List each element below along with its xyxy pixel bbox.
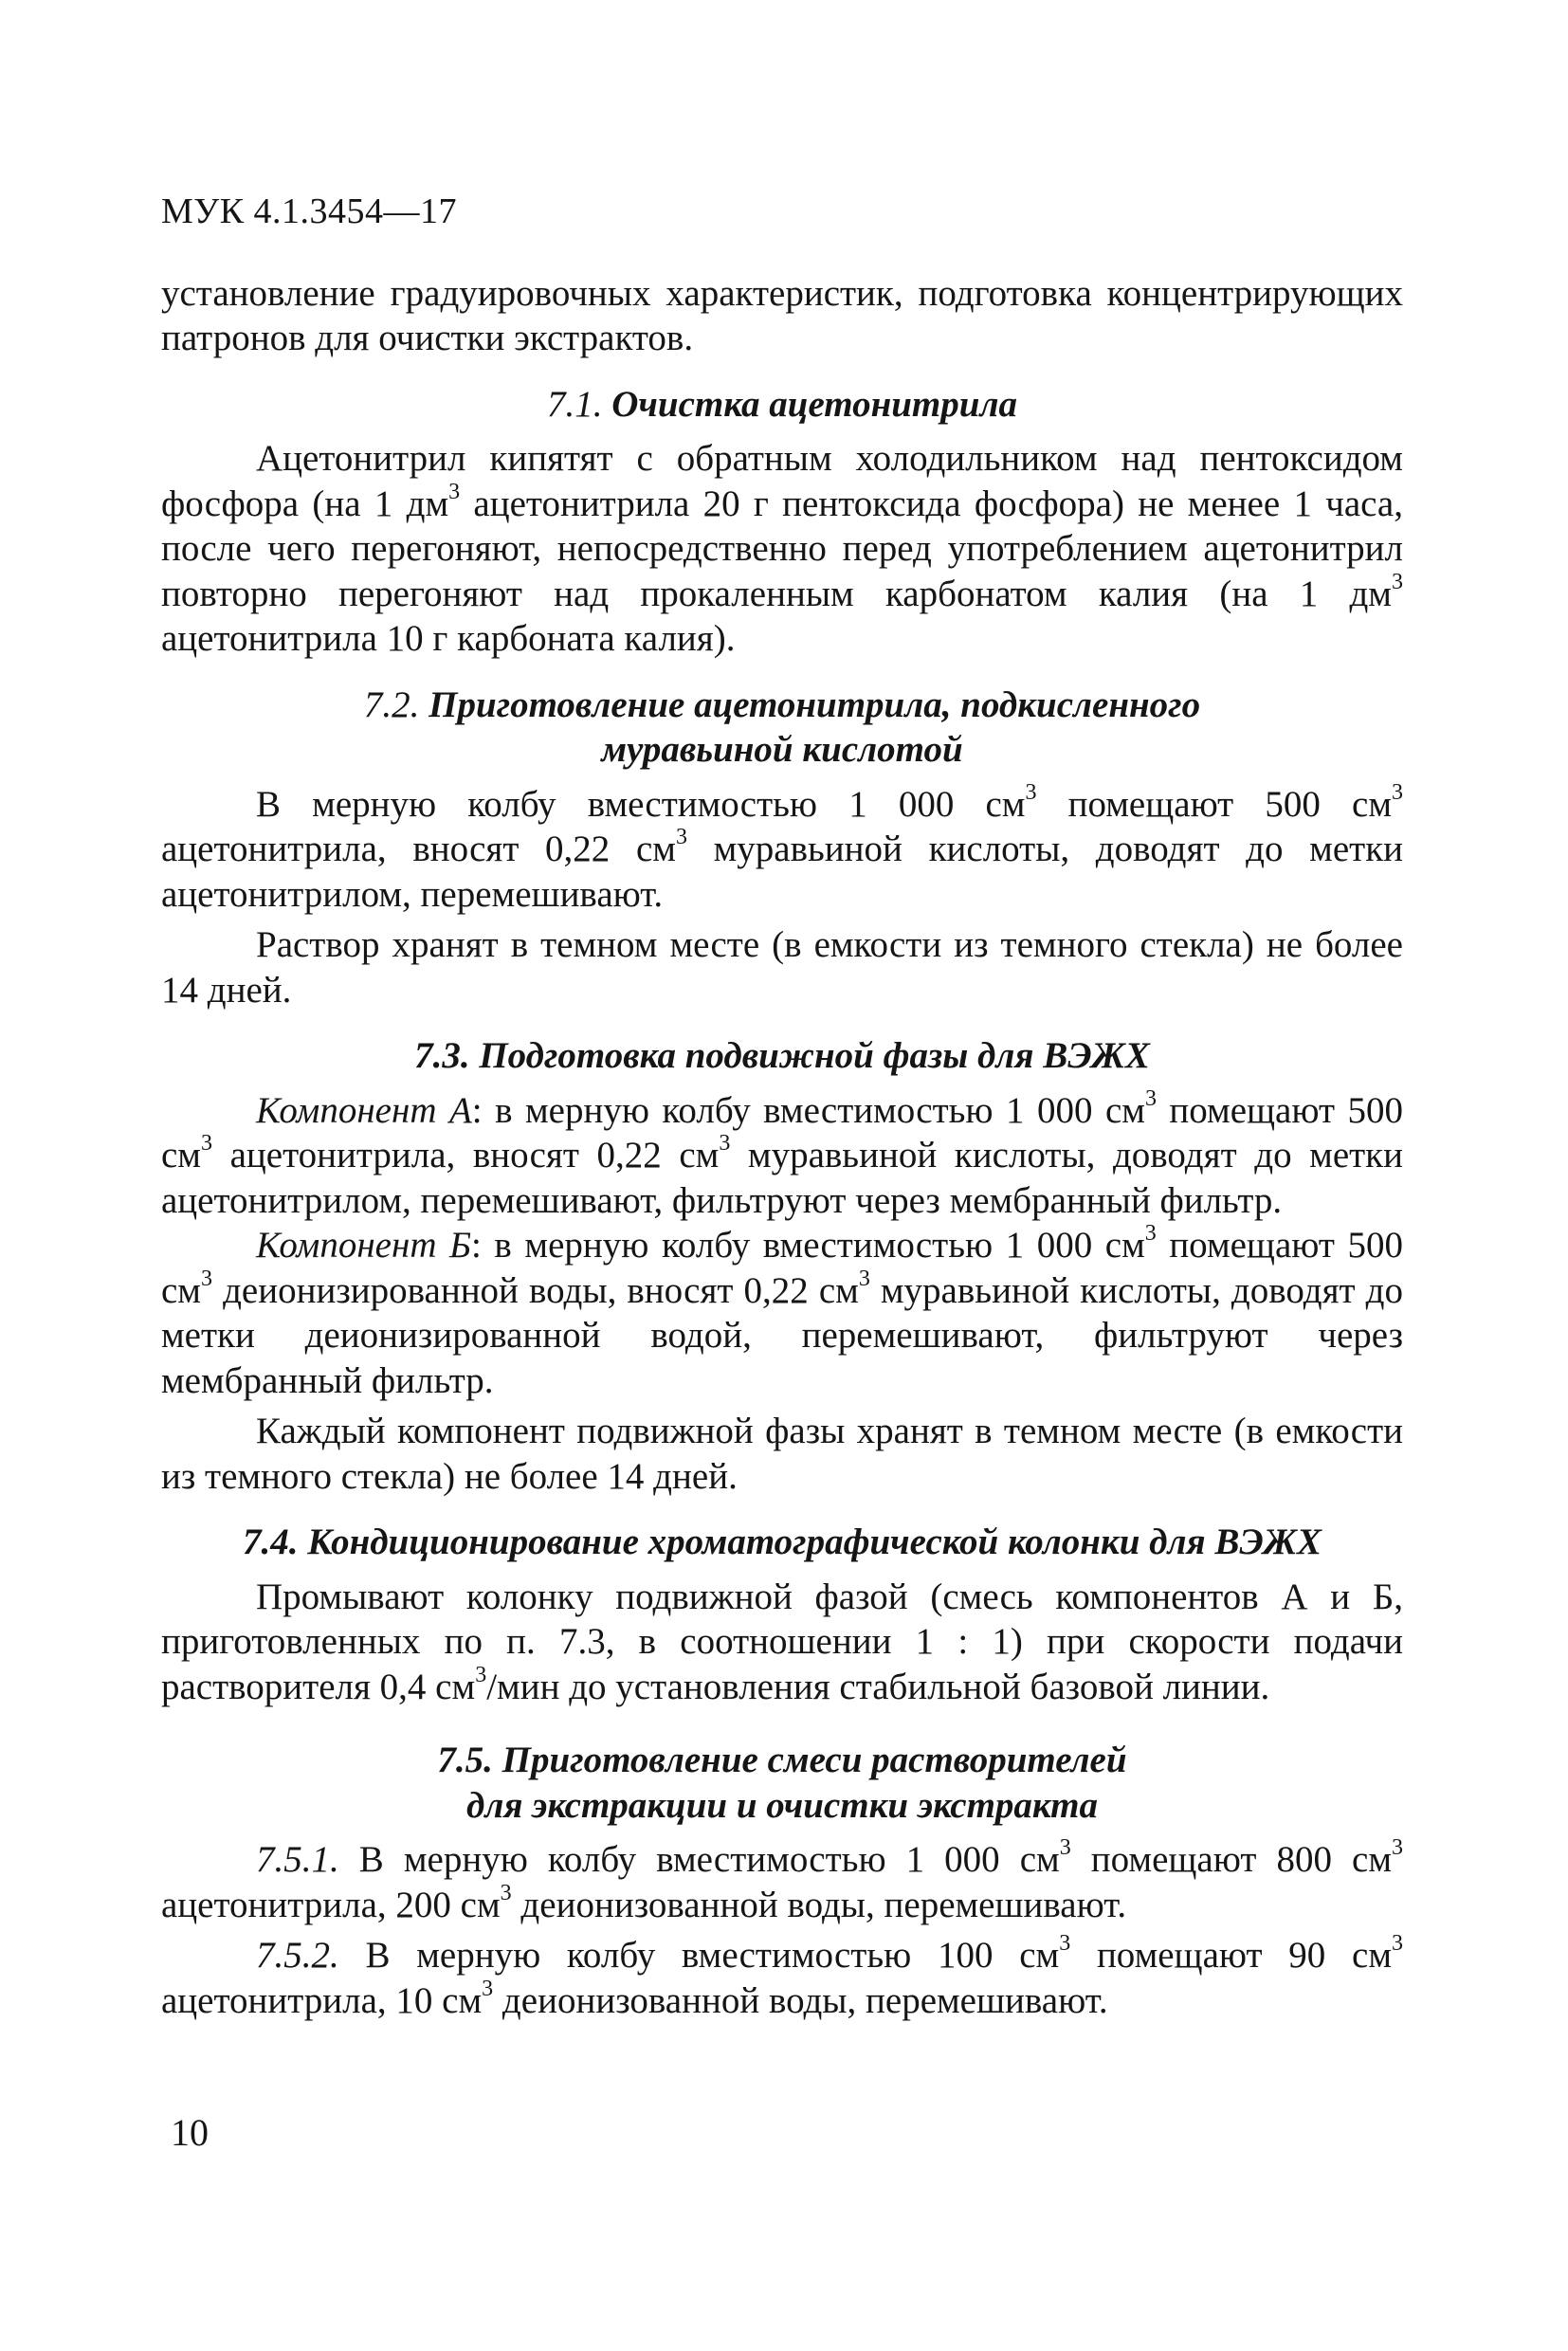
section-number: 7.5. — [437, 1740, 493, 1780]
section-number: 7.2. — [363, 683, 420, 725]
section-title: Кондиционирование хроматографической колонки для ВЭЖХ — [307, 1522, 1322, 1562]
component-a-paragraph: Компонент А: в мерную колбу вместимостью 1 000 $см^3$ помещают 500 $см^3$ ацетонитрила, вносят 0,22 $см^3$ муравьиной кислоты, доводят до метки ацетонитрилом, перемешивают, фильтруют через мембранный фильтр. — [161, 1085, 1404, 1221]
section-number: 7.3. — [414, 1035, 470, 1076]
clause-number: 7.5.1. — [256, 1839, 339, 1880]
section-7-5-heading — [161, 1738, 1403, 1828]
section-title-line-2: муравьиной кислотой — [601, 729, 963, 770]
section-title: Подготовка подвижной фазы для ВЭЖХ — [479, 1035, 1150, 1076]
section-title: Очистка ацетонитрила — [611, 383, 1017, 425]
section-title-line-2: для экстракции и очистки экстракта — [465, 1784, 1099, 1826]
section-7-3-paragraph-3: Каждый компонент подвижной фазы хранят в темном месте (в емкости из темного стекла) не более 14 дней. — [161, 1411, 1403, 1497]
section-7-2-heading — [161, 683, 1403, 773]
section-7-4-paragraph: Промывают колонку подвижной фазой (смесь компонентов А и Б, приготовленных по п. 7.3, в соотношении 1 : 1) при скорости подачи растворителя 0,4 $см^3$/мин до установления стабильной базовой линии. — [161, 1576, 1403, 1707]
document-code: МУК 4.1.3454—17 — [161, 191, 458, 231]
section-number: 7.1. — [547, 383, 603, 425]
section-7-5-1-paragraph: 7.5.1. В мерную колбу вместимостью 1 000 $см^3$ помещают 800 $см^3$ ацетонитрила, 200 $см^3$ деионизованной воды, перемешивают. — [161, 1835, 1403, 1925]
document-page — [161, 190, 1403, 2023]
section-7-5-2-paragraph: 7.5.2. В мерную колбу вместимостью 100 $см^3$ помещают 90 $см^3$ ацетонитрила, 10 $см^3$ деионизованной воды, перемешивают. — [161, 1931, 1403, 2021]
section-7-2-paragraph-1: В мерную колбу вместимостью 1 000 $см^3$ помещают 500 $см^3$ ацетонитрила, вносят 0,22 $см^3$ муравьиной кислоты, доводят до метки ацетонитрилом, перемешивают. — [161, 779, 1404, 915]
component-b-paragraph: Компонент Б: в мерную колбу вместимостью 1 000 $см^3$ помещают 500 $см^3$ деионизированной воды, вносят 0,22 $см^3$ муравьиной кислоты, доводят до метки деионизированной водой, перемешивают, фильтруют через мембранный фильтр. — [161, 1221, 1403, 1401]
page-number: 10 — [171, 2111, 209, 2154]
clause-number: 7.5.2. — [256, 1935, 339, 1976]
section-title-line-1: Приготовление смеси растворителей — [501, 1740, 1127, 1780]
section-number: 7.4. — [242, 1522, 299, 1562]
section-7-3-heading — [161, 1033, 1403, 1079]
section-7-2-paragraph-2: Раствор хранят в темном месте (в емкости из темного стекла) не более 14 дней. — [161, 924, 1403, 1011]
component-b-label: Компонент Б — [256, 1225, 472, 1266]
intro-paragraph: установление градуировочных характеристик, подготовка концентрирующих патронов для очистки экстрактов. — [161, 272, 1403, 358]
section-7-4-heading — [161, 1520, 1403, 1565]
section-title-line-1: Приготовление ацетонитрила, подкисленного — [428, 683, 1201, 725]
section-7-1-paragraph: Ацетонитрил кипятят с обратным холодильником над пентоксидом фосфора (на 1 $дм^3$ ацетонитрила 20 г пентоксида фосфора) не менее 1 часа, после чего перегоняют, непосредственно перед употреблением ацетонитрил повторно перегоняют над прокаленным карбонатом калия (на 1 $дм^3$ ацетонитрила 10 г карбоната калия). — [161, 438, 1403, 659]
section-7-1-heading — [161, 382, 1403, 428]
component-a-label: Компонент А — [256, 1089, 472, 1131]
